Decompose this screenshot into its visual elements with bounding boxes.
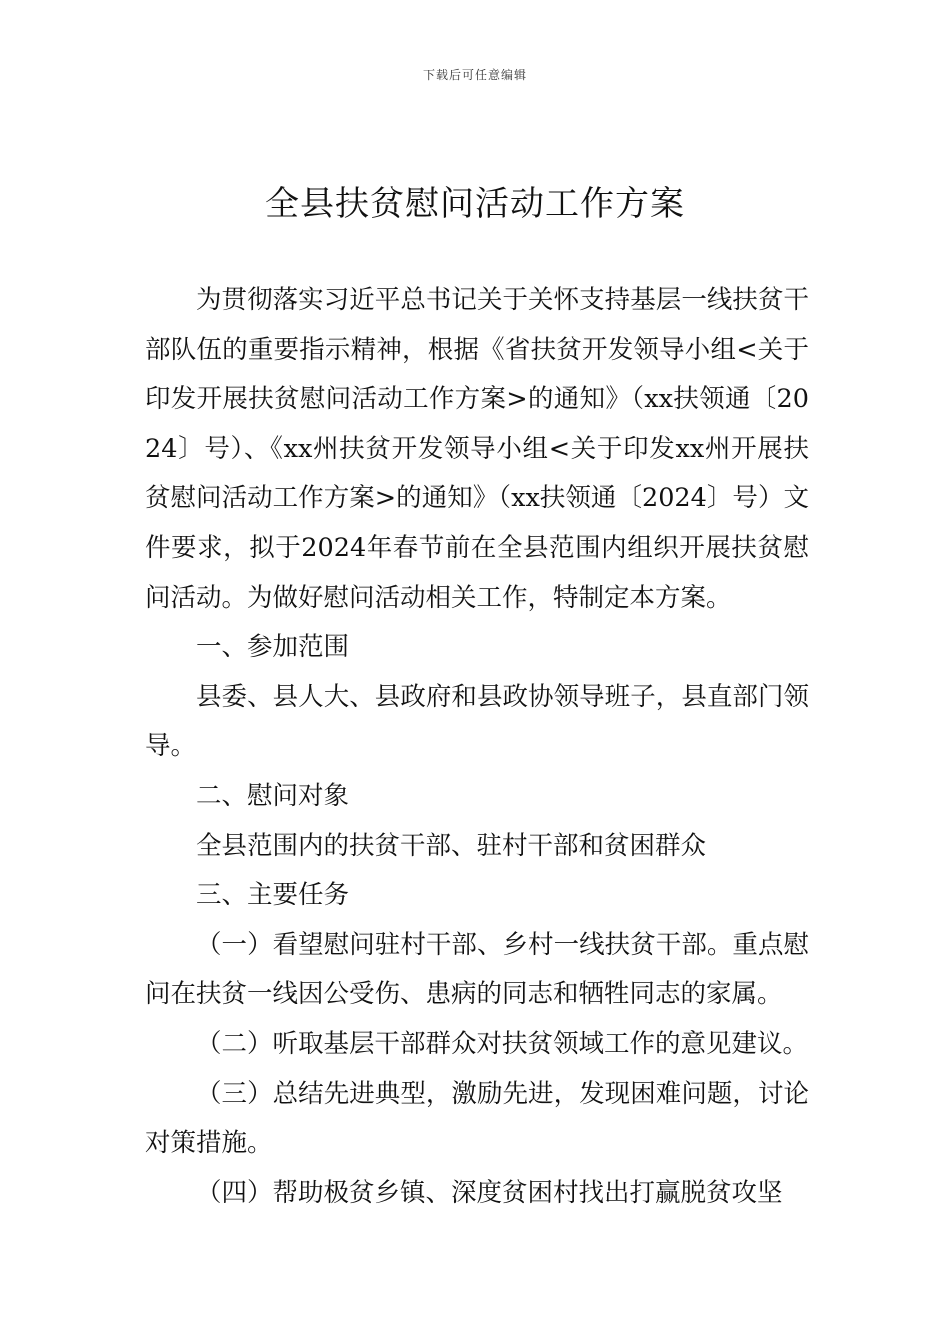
task-item-3: （三）总结先进典型，激励先进，发现困难问题，讨论对策措施。	[145, 1078, 809, 1159]
intro-paragraph: 为贯彻落实习近平总书记关于关怀支持基层一线扶贫干部队伍的重要指示精神，根据《省扶贫开发领导小组<关于印发开展扶贫慰问活动工作方案>的通知》（xx扶领通〔2024〕号）、《xx州扶贫开发领导小组<关于印发xx州开展扶贫慰问活动工作方案>的通知》（xx扶领通〔2024〕号）文件要求，拟于2024年春节前在全县范围内组织开展扶贫慰问活动。为做好慰问活动相关工作，特制定本方案。	[145, 285, 809, 613]
targets-paragraph: 全县范围内的扶贫干部、驻村干部和贫困群众	[196, 830, 707, 861]
task-item-4: （四）帮助极贫乡镇、深度贫困村找出打赢脱贫攻坚	[196, 1177, 783, 1208]
section-heading-scope: 一、参加范围	[196, 632, 350, 663]
header-note: 下载后可任意编辑	[422, 68, 527, 82]
section-heading-targets: 二、慰问对象	[196, 780, 350, 811]
document-body	[145, 276, 809, 1218]
scope-paragraph: 县委、县人大、县政府和县政协领导班子，县直部门领导。	[145, 681, 809, 762]
section-heading-tasks: 三、主要任务	[196, 880, 350, 911]
task-item-2: （二）听取基层干部群众对扶贫领域工作的意见建议。	[196, 1028, 809, 1059]
task-item-1: （一）看望慰问驻村干部、乡村一线扶贫干部。重点慰问在扶贫一线因公受伤、患病的同志和牺牲同志的家属。	[145, 929, 809, 1010]
document-title: 全县扶贫慰问活动工作方案	[265, 184, 685, 224]
